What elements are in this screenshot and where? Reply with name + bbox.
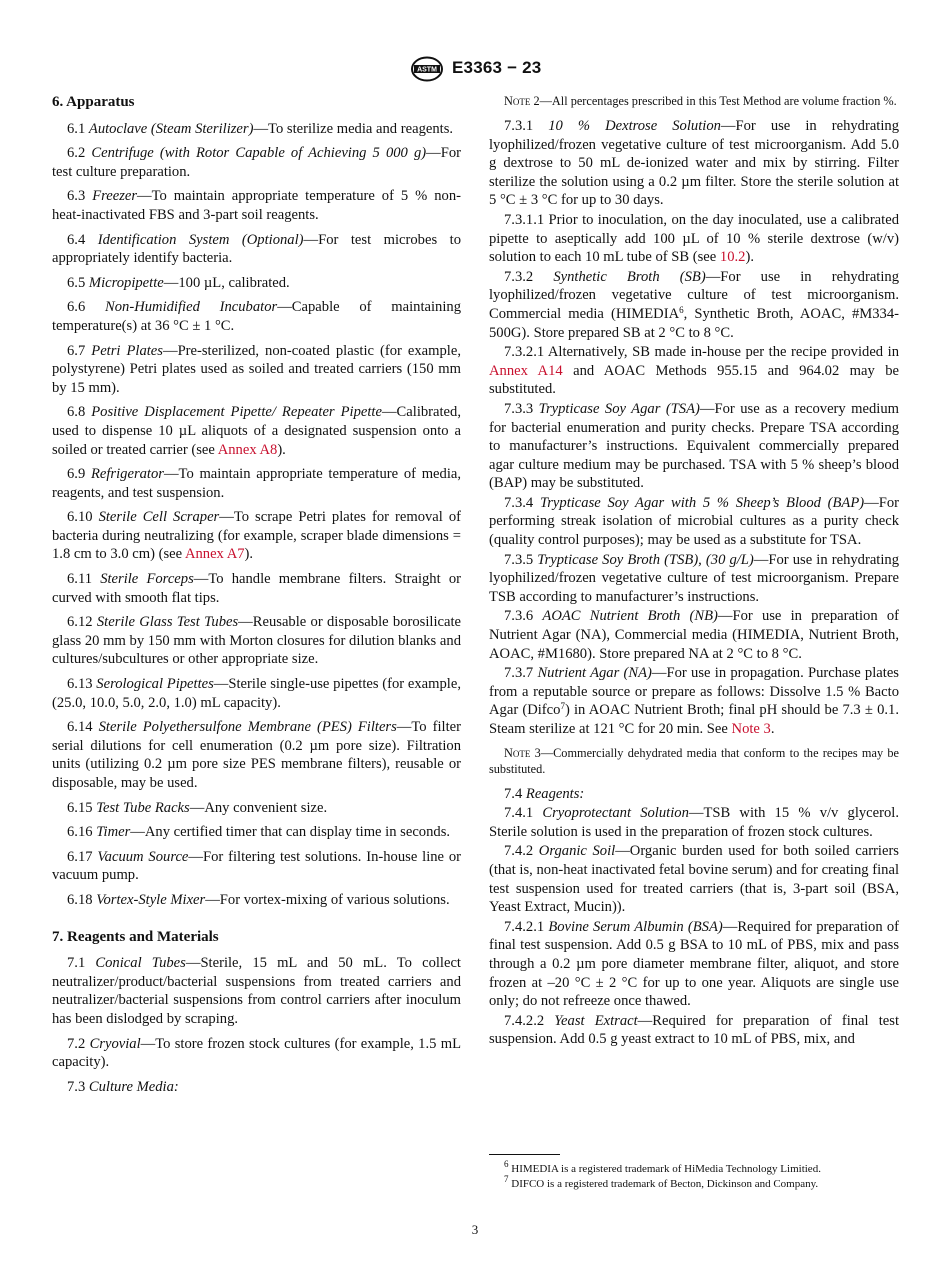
paragraph: 7.3 Culture Media: [67,1078,179,1095]
astm-logo-icon [410,56,444,82]
footnote-marker: 7 [560,701,565,712]
paragraph: 6.9 Refrigerator—To maintain appropriate temperature of media, reagents, and test suspension. [52,466,462,501]
section-link[interactable]: 10.2 [719,249,746,266]
paragraph: 6.16 Timer—Any certified timer that can display time in seconds. [67,824,451,841]
section-heading: 6. Apparatus [52,94,135,110]
paragraph: 6.14 Sterile Polyethersulfone Membrane (PES) Filters—To filter serial dilutions for cell enumeration (0.2 µm pore size). Filtration units (utilizing 0.2 µm pore size PES membrane filters), reusable or disposable, may be used. [52,719,461,791]
paragraph: 7.3.4 Trypticase Soy Agar with 5 % Sheep’s Blood (BAP)—For performing streak isolation of microbial cultures as a purity check (quality control purposes); may be used as a substitute for TSA. [489,494,899,549]
paragraph: 6.3 Freezer—To maintain appropriate temperature of 5 % non-heat-inactivated FBS and 3-part soil reagents. [52,188,461,223]
note: Note 3—Commercially dehydrated media that conform to the recipes may be substituted. [489,745,899,776]
paragraph: 7.3.7 Nutrient Agar (NA)—For use in propagation. Purchase plates from a reputable source or prepare as follows: Dissolve 1.5 % Bacto Agar (Difco$^7$) in AOAC Nutrient Broth; final pH should be 7.3 ± 0.1. Steam sterilize at 121 °C for 20 min. See Note 3. [489,665,899,737]
paragraph: 7.3.5 Trypticase Soy Broth (TSB), (30 g/L)—For use in rehydrating lyophilized/frozen vegetative culture of test microorganism. Prepare TSB according to manufacturer’s instructions. [489,551,900,605]
paragraph: 7.3.1 10 % Dextrose Solution—For use in rehydrating lyophilized/frozen vegetative culture of test microorganism. Add 5.0 g dextrose to 50 mL de-ionized water and mix by stirring. Filter sterilize the solution using a 0.2 µm filter. Store the sterile solution at 5 °C ± 3 °C for up to 30 days. [489,118,899,209]
paragraph: 7.4.2.1 Bovine Serum Albumin (BSA)—Required for preparation of final test suspension. Add 0.5 g BSA to 10 mL of PBS, mix and pass through a 0.2 µm pore diameter membrane filter, aliquot, and store frozen at –20 °C ± 2 °C for up to one year. Aliquots are single use only; do not refreeze once thawed. [489,918,899,1010]
annex-link[interactable]: Annex A8 [217,441,278,458]
page-header [0,56,950,82]
footnotes [489,1159,899,1192]
paragraph: 7.4.1 Cryoprotectant Solution—TSB with 15 % v/v glycerol. Sterile solution is used in the preparation of frozen stock cultures. [489,805,899,840]
paragraph: 6.4 Identification System (Optional)—For test microbes to appropriately identify bacteria. [52,231,461,267]
paragraph: 7.4 Reagents: [504,785,585,802]
note-link[interactable]: Note 3 [731,721,771,737]
left-column [52,93,461,1102]
svg-text:ASTM: ASTM [417,66,437,74]
footnote-marker: 6 [679,304,684,315]
paragraph: 6.10 Sterile Cell Scraper—To scrape Petri plates for removal of bacteria during neutralizing (for example, scraper blade dimensions = 1.8 cm to 3.0 cm) (see Annex A7). [52,509,461,563]
paragraph: 7.4.2.2 Yeast Extract—Required for preparation of final test suspension. Add 0.5 g yeast extract to 10 mL of PBS, mix, and [489,1012,900,1048]
annex-link[interactable]: Annex A14 [489,362,563,379]
paragraph: 6.13 Serological Pipettes—Sterile single-use pipettes (for example, (25.0, 10.0, 5.0, 2.0, 1.0) mL capacity). [52,676,461,711]
right-column [489,93,899,1050]
paragraph: 6.17 Vacuum Source—For filtering test solutions. In-house line or vacuum pump. [52,848,462,884]
paragraph: 6.1 Autoclave (Steam Sterilizer)—To sterilize media and reagents. [67,120,454,137]
paragraph: 7.1 Conical Tubes—Sterile, 15 mL and 50 mL. To collect neutralizer/product/bacterial suspensions from treated carriers and neutralizer/bacterial suspensions from control carriers after inoculum has been dislodged by scraping. [52,955,461,1027]
paragraph: 7.4.2 Organic Soil—Organic burden used for both soiled carriers (that is, non-heat inactivated fetal bovine serum) and for creating final test suspension used for treated carriers (that is, 3-part soil (BSA, Yeast Extract, Mucin)). [489,843,899,916]
footnote: $^7$ DIFCO is a registered trademark of Becton, Dickinson and Company. [504,1174,819,1190]
paragraph: 7.3.2.1 Alternatively, SB made in-house per the recipe provided in Annex A14 and AOAC Methods 955.15 and 964.02 may be substituted. [489,344,900,398]
page-number: 3 [471,1222,479,1237]
paragraph: 6.8 Positive Displacement Pipette/ Repeater Pipette—Calibrated, used to dispense 10 µL aliquots of a designated suspension onto a soiled or treated carrier (see Annex A8). [52,404,461,458]
paragraph: 6.5 Micropipette—100 µL, calibrated. [67,274,290,291]
paragraph: 6.18 Vortex-Style Mixer—For vortex-mixing of various solutions. [67,891,450,908]
paragraph: 6.6 Non-Humidified Incubator—Capable of maintaining temperature(s) at 36 °C ± 1 °C. [52,299,461,334]
paragraph: 7.3.6 AOAC Nutrient Broth (NB)—For use in preparation of Nutrient Agar (NA), Commercial media (HIMEDIA, Nutrient Broth, AOAC, #M1680). Store prepared NA at 2 °C to 8 °C. [489,608,900,662]
section-heading: 7. Reagents and Materials [52,928,219,945]
note: Note 2—All percentages prescribed in this Test Method are volume fraction %. [504,94,897,108]
annex-link[interactable]: Annex A7 [184,546,245,563]
paragraph: 6.12 Sterile Glass Test Tubes—Reusable or disposable borosilicate glass 20 mm by 150 mm with Morton closures for dilution blanks and cultures/subcultures or other appropriate size. [52,614,461,668]
paragraph: 6.7 Petri Plates—Pre-sterilized, non-coated plastic (for example, polystyrene) Petri plates used as soiled and treated carriers (150 mm by 15 mm). [52,342,461,396]
paragraph: 7.3.1.1 Prior to inoculation, on the day inoculated, use a calibrated pipette to aseptically add 100 µL of 10 % sterile dextrose (w/v) solution to each 10 mL tube of SB (see 10.2). [489,211,899,266]
paragraph: 6.11 Sterile Forceps—To handle membrane filters. Straight or curved with smooth flat tips. [52,571,461,606]
document-id: E3363 − 23 [452,58,542,77]
paragraph: 7.3.2 Synthetic Broth (SB)—For use in rehydrating lyophilized/frozen vegetative culture of test microorganism. Commercial media (HIMEDIA$^6$, Synthetic Broth, AOAC, #M334-500G). Store prepared SB at 2 °C to 8 °C. [489,268,899,341]
footnote: $^6$ HIMEDIA is a registered trademark of HiMedia Technology Limitied. [504,1159,821,1175]
footnote-divider [489,1154,560,1155]
paragraph: 6.2 Centrifuge (with Rotor Capable of Achieving 5 000 g)—For test culture preparation. [52,145,461,180]
paragraph: 7.3.3 Trypticase Soy Agar (TSA)—For use as a recovery medium for bacterial enumeration and purity checks. Prepare TSA according to manufacturer’s instructions. Equivalent commercially prepared agar culture medium may be purchased. TSA with 5 % sheep’s blood (BAP) may be substituted. [489,400,900,492]
paragraph: 6.15 Test Tube Racks—Any convenient size. [67,799,328,816]
paragraph: 7.2 Cryovial—To store frozen stock cultures (for example, 1.5 mL capacity). [52,1035,461,1071]
